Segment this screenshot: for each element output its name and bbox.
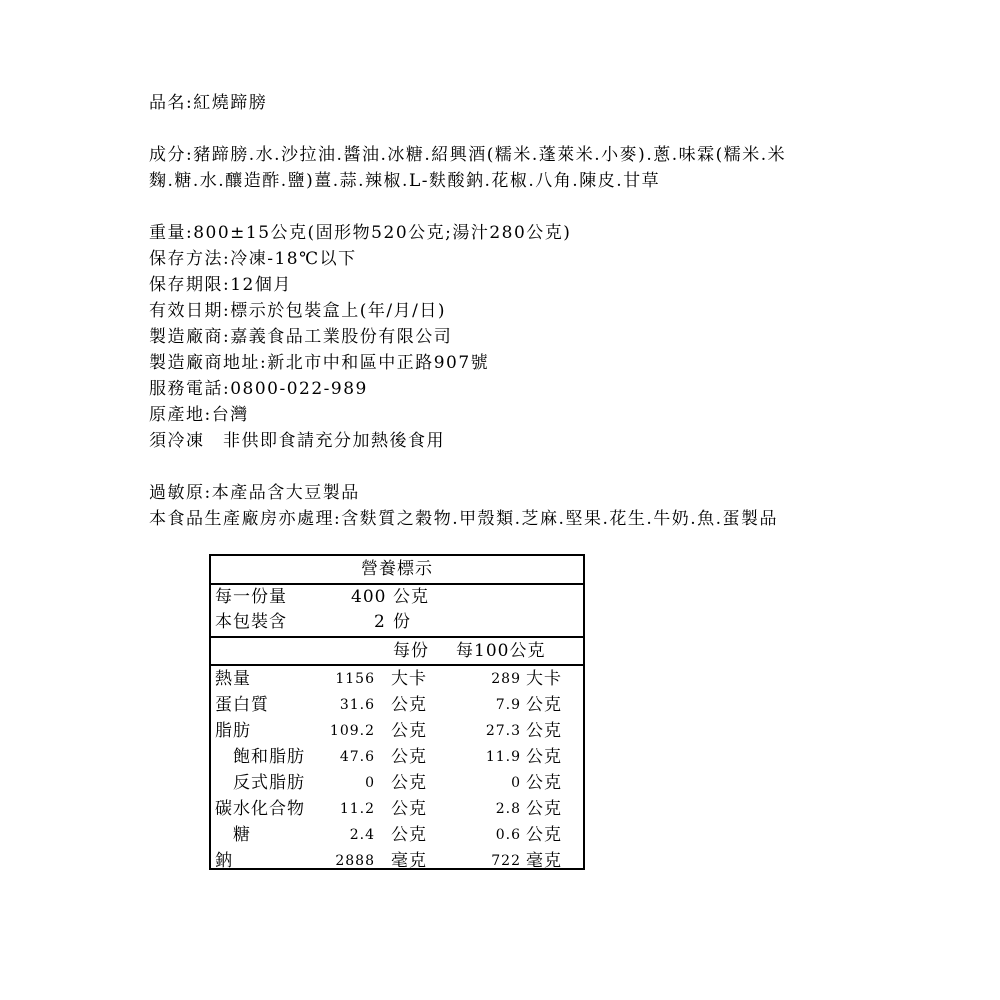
nutrition-title: 營養標示	[211, 556, 583, 585]
servings-row	[211, 610, 583, 635]
product-label-text	[149, 90, 786, 532]
per-100g-unit: 公克	[526, 747, 562, 767]
per-100g-unit: 公克	[526, 695, 562, 715]
product-name: 品名:紅燒蹄膀	[149, 93, 268, 113]
manufacturer-text: 製造廠商:嘉義食品工業股份有限公司	[149, 327, 453, 347]
per-100g-value: 289	[491, 671, 521, 687]
ingredients-line-2: 麴.糖.水.釀造酢.鹽)薑.蒜.辣椒.L-麩酸鈉.花椒.八角.陳皮.甘草	[149, 171, 661, 191]
storage-text: 保存方法:冷凍-18℃以下	[149, 249, 357, 269]
serving-size-value: 400	[351, 587, 387, 607]
nutrient-row-sodium	[211, 848, 583, 874]
serving-size-unit: 公克	[393, 587, 429, 607]
allergen-text: 過敏原:本產品含大豆製品	[149, 483, 360, 503]
per-serving-unit: 大卡	[391, 669, 427, 689]
per-serving-unit: 公克	[391, 721, 427, 741]
nutrient-name: 脂肪	[215, 721, 251, 741]
per-100g-unit: 公克	[526, 799, 562, 819]
nutrient-name: 熱量	[215, 669, 251, 689]
per-100g-value: 2.8	[495, 801, 521, 817]
servings-unit: 份	[393, 612, 411, 632]
per-serving-value: 47.6	[339, 749, 375, 765]
per-100g-unit: 大卡	[526, 669, 562, 689]
nutrient-row-saturated-fat	[211, 744, 583, 770]
phone-text: 服務電話:0800-022-989	[149, 379, 368, 399]
nutrient-name: 糖	[233, 825, 251, 845]
per-serving-value: 11.2	[339, 801, 375, 817]
per-serving-unit: 毫克	[391, 851, 427, 871]
per-100g-value: 27.3	[485, 723, 521, 739]
per-serving-unit: 公克	[391, 695, 427, 715]
per-serving-value: 109.2	[329, 723, 375, 739]
facility-text: 本食品生產廠房亦處理:含麩質之穀物.甲殼類.芝麻.堅果.花生.牛奶.魚.蛋製品	[149, 509, 779, 529]
nutrient-name: 反式脂肪	[233, 773, 305, 793]
per-100g-value: 11.9	[485, 749, 521, 765]
nutrient-name: 碳水化合物	[215, 799, 305, 819]
servings-label: 本包裝含	[215, 612, 287, 632]
address-text: 製造廠商地址:新北市中和區中正路907號	[149, 353, 490, 373]
notice-text: 須冷凍 非供即食請充分加熱後食用	[149, 431, 445, 451]
per-serving-unit: 公克	[391, 799, 427, 819]
col-per-serving: 每份	[393, 641, 429, 661]
nutrient-name: 飽和脂肪	[233, 747, 305, 767]
nutrition-table	[209, 554, 585, 870]
per-serving-value: 2.4	[349, 827, 375, 843]
per-100g-unit: 公克	[526, 721, 562, 741]
per-serving-value: 2888	[335, 853, 375, 869]
per-serving-value: 1156	[335, 671, 375, 687]
per-serving-value: 31.6	[339, 697, 375, 713]
per-100g-value: 7.9	[495, 697, 521, 713]
per-serving-unit: 公克	[391, 773, 427, 793]
per-serving-value: 0	[365, 775, 375, 791]
nutrient-name: 蛋白質	[215, 695, 269, 715]
nutrient-row-energy	[211, 666, 583, 692]
per-100g-value: 722	[491, 853, 521, 869]
ingredients-line-1: 成分:豬蹄膀.水.沙拉油.醬油.冰糖.紹興酒(糯米.蓬萊米.小麥).蔥.味霖(糯米.米	[149, 145, 787, 165]
expiry-text: 有效日期:標示於包裝盒上(年/月/日)	[149, 301, 446, 321]
nutrient-row-trans-fat	[211, 770, 583, 796]
nutrition-column-header	[211, 638, 583, 666]
per-100g-value: 0	[511, 775, 521, 791]
col-per-100g: 每100公克	[456, 641, 546, 661]
nutrient-row-protein	[211, 692, 583, 718]
nutrient-name: 鈉	[215, 851, 233, 871]
nutrient-row-carbohydrate	[211, 796, 583, 822]
nutrient-row-fat	[211, 718, 583, 744]
per-100g-value: 0.6	[495, 827, 521, 843]
weight-text: 重量:800±15公克(固形物520公克;湯汁280公克)	[149, 223, 572, 243]
shelf-life-text: 保存期限:12個月	[149, 275, 292, 295]
serving-info	[211, 585, 583, 638]
servings-value: 2	[374, 612, 386, 632]
per-serving-unit: 公克	[391, 825, 427, 845]
per-100g-unit: 公克	[526, 773, 562, 793]
nutrient-row-sugar	[211, 822, 583, 848]
per-serving-unit: 公克	[391, 747, 427, 767]
ingredients-block	[149, 142, 786, 194]
origin-text: 原產地:台灣	[149, 405, 249, 425]
nutrition-rows	[211, 666, 583, 874]
serving-size-label: 每一份量	[215, 587, 287, 607]
per-100g-unit: 公克	[526, 825, 562, 845]
serving-size-row	[211, 585, 583, 610]
per-100g-unit: 毫克	[526, 851, 562, 871]
